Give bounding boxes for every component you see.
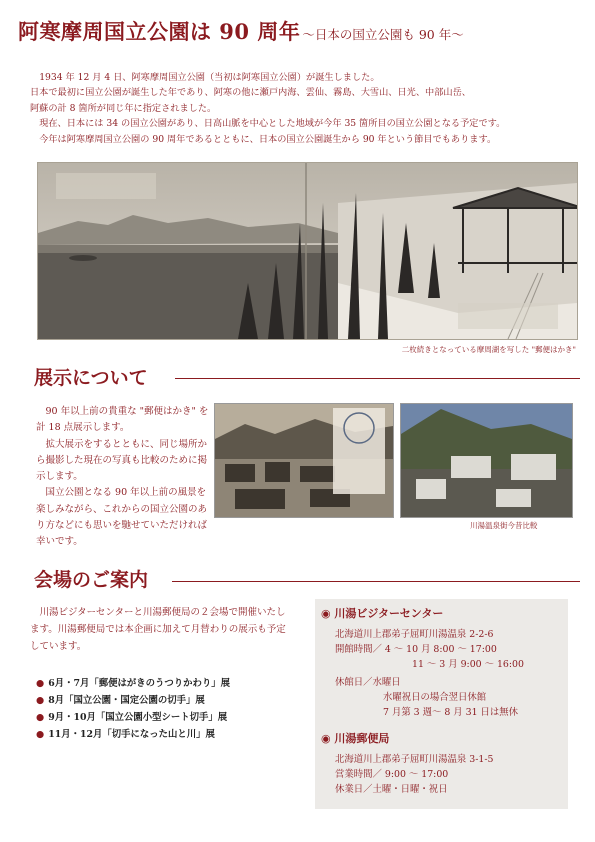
post-office-closed: 休業日／土曜・日曜・祝日 <box>335 784 448 795</box>
exhibit-paragraph: 国立公園となる 90 年以上前の風景を楽しみながら、これからの国立公園のあり方などにも思いを馳せていただければ幸いです。 <box>36 487 208 548</box>
event-list <box>36 675 298 743</box>
intro-text <box>30 70 580 147</box>
list-item: ● 6月・7月「郵便はがきのうつりかわり」展 <box>36 678 230 689</box>
visitor-center-address: 北海道川上郡弟子屈町川湯温泉 2-2-6 <box>335 629 494 640</box>
list-item: ● 11月・12月「切手になった山と川」展 <box>36 729 215 740</box>
visitor-center-name: ◉ 川湯ビジターセンター <box>321 607 444 620</box>
page-title <box>18 14 583 53</box>
intro-line: 日本で最初に国立公園が誕生した年であり、阿寒の他に瀬戸内海、雲仙、霧島、大雪山、日光、中部山岳、 <box>30 87 471 99</box>
title-main: 阿寒摩周国立公園は 90 周年 <box>18 19 301 44</box>
list-item: ● 8月「国立公園・国定公園の切手」展 <box>36 695 205 706</box>
venue-heading: 会場のご案内 <box>34 569 149 591</box>
visitor-center-open-note: 7 月第 3 週～ 8 月 31 日は無休 <box>383 707 519 718</box>
title-sub: ～日本の国立公園も 90 年～ <box>302 27 464 42</box>
current-onsen-drawing <box>401 404 572 517</box>
bullet-icon: ● <box>36 712 45 723</box>
visitor-center-hours: 開館時間／ 4 ～ 10 月 8:00 ～ 17:00 <box>335 644 497 655</box>
bullet-icon: ● <box>36 729 45 740</box>
intro-line: 1934 年 12 月 4 日、阿寒摩周国立公園（当初は阿寒国立公園）が誕生しました。 <box>39 72 380 83</box>
intro-line: 現在、日本には 34 の国立公園があり、日高山脈を中心とした地域が今年 35 箇所目の国立公園となる予定です。 <box>39 118 506 130</box>
postcard-panorama-drawing <box>38 163 577 339</box>
visitor-center-hours-winter: 11 ～ 3 月 9:00 ～ 16:00 <box>412 659 524 670</box>
old-postcard-photo <box>214 403 394 518</box>
visitor-center-closed-note: 水曜祝日の場合翌日休館 <box>383 692 487 703</box>
panorama-caption: 二枚続きとなっている摩周湖を写した "郵便はかき" <box>401 345 576 354</box>
intro-line: 阿蘇の計 8 箇所が同じ年に指定されました。 <box>30 102 217 114</box>
venue-heading-rule <box>172 581 580 582</box>
visitor-center-closed: 休館日／水曜日 <box>335 677 401 688</box>
postcard-panorama-image <box>37 162 578 340</box>
exhibit-paragraph: 拡大展示をするとともに、同じ場所から撮影した現在の写真も比較のために掲示します。 <box>36 438 208 483</box>
old-postcard-drawing <box>215 404 393 517</box>
exhibit-heading: 展示について <box>34 367 148 389</box>
post-office-name: ◉ 川湯郵便局 <box>321 732 390 745</box>
bullet-icon: ● <box>36 695 45 706</box>
post-office-address: 北海道川上郡弟子屈町川湯温泉 3-1-5 <box>335 754 494 765</box>
intro-line: 今年は阿寒摩周国立公園の 90 周年であるとともに、日本の国立公園誕生から 90 年という節目でもあります。 <box>39 133 497 145</box>
current-onsen-photo <box>400 403 573 518</box>
venue-info-box <box>315 599 568 809</box>
exhibit-paragraph: 90 年以上前の貴重な "郵便はかき" を計 18 点展示します。 <box>36 406 209 434</box>
exhibit-heading-rule <box>175 378 580 379</box>
post-office-hours: 営業時間／ 9:00 ～ 17:00 <box>335 769 449 780</box>
list-item: ● 9月・10月「国立公園小型シート切手」展 <box>36 712 228 723</box>
onsen-compare-caption: 川湯温泉街今昔比較 <box>470 521 538 530</box>
exhibit-text <box>36 404 210 551</box>
venue-paragraph: 川湯ビジターセンターと川湯郵便局の２会場で開催いたします。川湯郵便局では本企画に加えて月替わりの展示も予定しています。 <box>30 607 286 652</box>
bullet-icon: ● <box>36 678 45 689</box>
venue-text <box>30 604 292 655</box>
